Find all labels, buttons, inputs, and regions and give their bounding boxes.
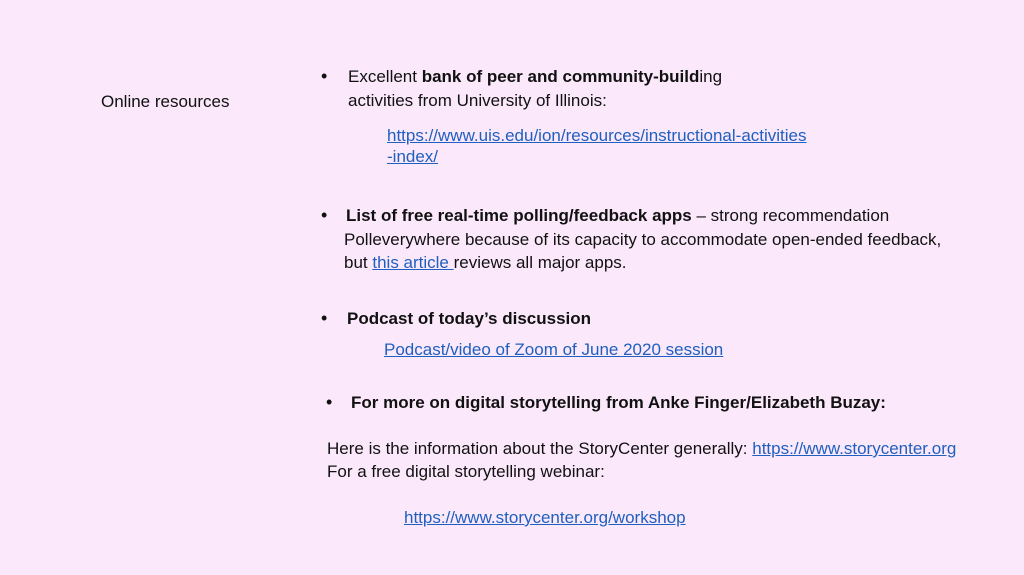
item-2-rest: – strong recommendation xyxy=(691,206,890,225)
section-title: Online resources xyxy=(101,92,230,111)
item-1-bold: bank of peer and community-build xyxy=(421,67,700,86)
storycenter-info-text: Here is the information about the StoryCenter generally: xyxy=(327,439,753,458)
item-1-line-2: activities from University of Illinois: xyxy=(348,91,607,110)
storycenter-link[interactable]: https://www.storycenter.org xyxy=(752,439,957,458)
webinar-text: For a free digital storytelling webinar: xyxy=(327,462,605,481)
bullet-dot: • xyxy=(321,66,328,86)
uis-resources-link[interactable]: https://www.uis.edu/ion/resources/instructional-activities xyxy=(387,126,807,145)
item-1-line-1 xyxy=(348,65,722,88)
item-2-line-3 xyxy=(344,251,627,274)
bullet-dot: • xyxy=(326,392,333,412)
this-article-link[interactable]: this article xyxy=(372,253,454,272)
bullet-dot: • xyxy=(321,308,328,328)
item-2-line-3-prefix: but xyxy=(344,253,373,272)
bullet-dot: • xyxy=(321,205,328,225)
item-2-line-2: Polleverywhere because of its capacity to accommodate open-ended feedback, xyxy=(344,230,942,249)
podcast-video-link[interactable]: Podcast/video of Zoom of June 2020 session xyxy=(384,340,724,359)
item-2-bold: List of free real-time polling/feedback apps xyxy=(346,206,692,225)
item-3-heading: Podcast of today’s discussion xyxy=(347,309,592,328)
item-1-suffix: ing xyxy=(699,67,723,86)
item-2-line-3-suffix: reviews all major apps. xyxy=(453,253,627,272)
storycenter-workshop-link[interactable]: https://www.storycenter.org/workshop xyxy=(404,508,686,527)
item-4-heading: For more on digital storytelling from Anke Finger/Elizabeth Buzay: xyxy=(351,393,886,412)
item-1-prefix: Excellent xyxy=(348,67,422,86)
uis-resources-link-continued[interactable]: -index/ xyxy=(387,147,439,166)
storycenter-info-line xyxy=(327,437,956,460)
item-2-line-1 xyxy=(346,204,889,227)
